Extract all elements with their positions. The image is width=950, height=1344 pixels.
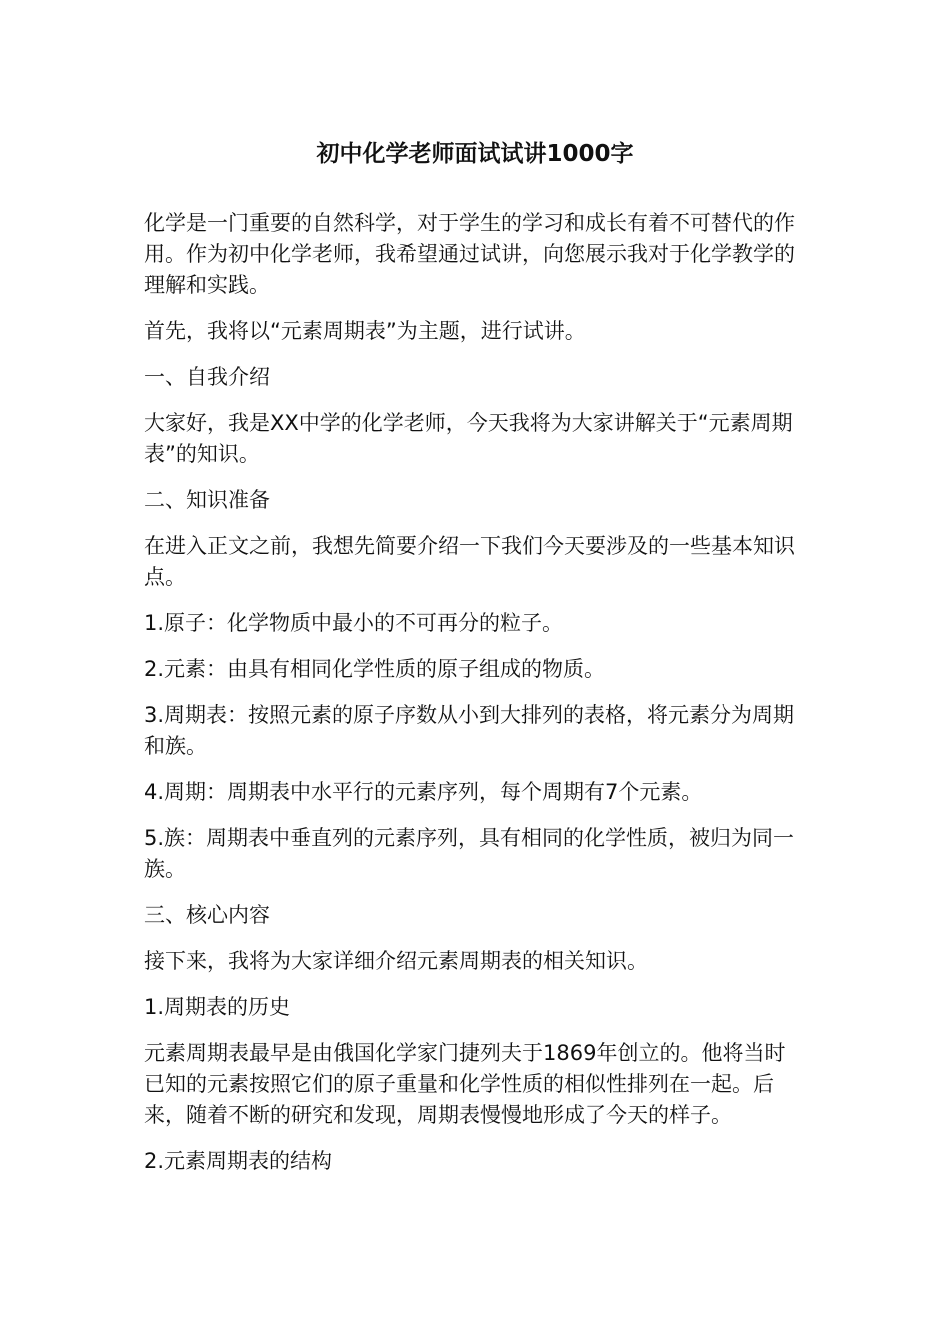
paragraph-intro: 化学是一门重要的自然科学，对于学生的学习和成长有着不可替代的作用。作为初中化学老师，我希望通过试讲，向您展示我对于化学教学的理解和实践。 [144, 211, 795, 297]
list-item-group: 5.族：周期表中垂直列的元素序列，具有相同的化学性质，被归为同一族。 [144, 826, 795, 881]
section-heading-core: 三、核心内容 [144, 903, 270, 927]
list-item-atom: 1.原子：化学物质中最小的不可再分的粒子。 [144, 611, 564, 635]
section-heading-self-intro: 一、自我介绍 [144, 365, 270, 389]
list-item-periodic-table: 3.周期表：按照元素的原子序数从小到大排列的表格，将元素分为周期和族。 [144, 703, 795, 758]
subheading-history: 1.周期表的历史 [144, 995, 291, 1019]
page-title: 初中化学老师面试试讲1000字 [316, 141, 634, 167]
list-item-period: 4.周期：周期表中水平行的元素序列，每个周期有7个元素。 [144, 780, 703, 804]
paragraph-core-intro: 接下来，我将为大家详细介绍元素周期表的相关知识。 [144, 949, 648, 973]
subheading-structure: 2.元素周期表的结构 [144, 1149, 333, 1173]
paragraph-history: 元素周期表最早是由俄国化学家门捷列夫于1869年创立的。他将当时已知的元素按照它们的原子重量和化学性质的相似性排列在一起。后来，随着不断的研究和发现，周期表慢慢地形成了今天的样子。 [144, 1041, 786, 1127]
section-heading-knowledge: 二、知识准备 [144, 488, 270, 512]
list-item-element: 2.元素：由具有相同化学性质的原子组成的物质。 [144, 657, 606, 681]
paragraph-topic: 首先，我将以“元素周期表”为主题，进行试讲。 [144, 319, 586, 343]
document-body [144, 208, 796, 1192]
paragraph-knowledge-intro: 在进入正文之前，我想先简要介绍一下我们今天要涉及的一些基本知识点。 [144, 534, 795, 589]
paragraph-greeting: 大家好，我是XX中学的化学老师，今天我将为大家讲解关于“元素周期表”的知识。 [144, 411, 793, 466]
